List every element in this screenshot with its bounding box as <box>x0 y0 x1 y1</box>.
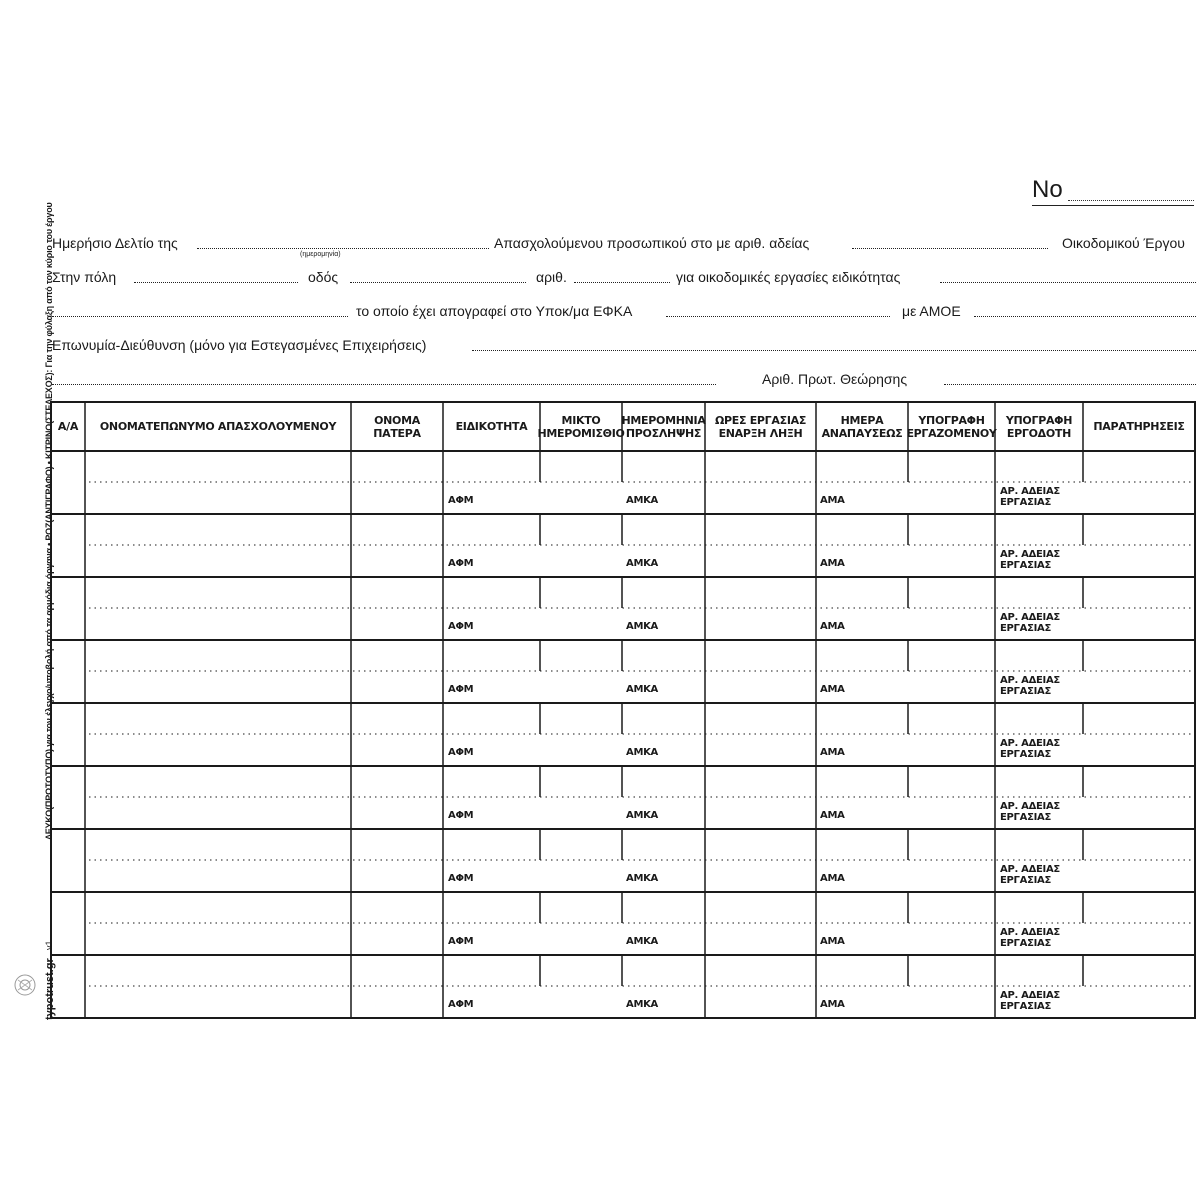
afm-label: ΑΦΜ <box>448 873 474 884</box>
amka-label: ΑΜΚΑ <box>626 810 658 821</box>
amoe-label: με ΑΜΟΕ <box>902 303 961 319</box>
work-permit-label: ΑΡ. ΑΔΕΙΑΣ ΕΡΓΑΣΙΑΣ <box>1000 486 1060 508</box>
amka-label: ΑΜΚΑ <box>626 747 658 758</box>
work-permit-label: ΑΡ. ΑΔΕΙΑΣ ΕΡΓΑΣΙΑΣ <box>1000 801 1060 823</box>
column-header: ΗΜΕΡΑ ΑΝΑΠΑΥΣΕΩΣ <box>821 413 903 440</box>
ama-label: ΑΜΑ <box>820 621 845 632</box>
column-header: ΟΝΟΜΑΤΕΠΩΝΥΜΟ ΑΠΑΣΧΟΛΟΥΜΕΝΟΥ <box>99 420 337 433</box>
afm-label: ΑΦΜ <box>448 936 474 947</box>
column-header: ΗΜΕΡΟΜΗΝΙΑ ΠΡΟΣΛΗΨΗΣ <box>621 413 706 440</box>
work-permit-label: ΑΡ. ΑΔΕΙΑΣ ΕΡΓΑΣΙΑΣ <box>1000 990 1060 1012</box>
copy-instructions-note: ΛΕΥΚΟ(ΠΡΩΤΟΤΥΠΟ) για τον έλεγχο/υποβολή από τα αρμόδια όργανα • ΡΟΖ(ΑΝΤΙΓΡΑΦΟ) • ΚΙΤΡΙΝΟ(ΣΤΕΛΕΧΟΣ): Για την φύλαξη από τον κύριο του έργου <box>44 202 54 840</box>
column-header: ΥΠΟΓΡΑΦΗ ΕΡΓΟΔΟΤΗ <box>1005 413 1073 440</box>
company-address-label: Επωνυμία-Διεύθυνση (μόνο για Εστεγασμένες Επιχειρήσεις) <box>52 337 427 353</box>
amka-label: ΑΜΚΑ <box>626 558 658 569</box>
ama-label: ΑΜΑ <box>820 810 845 821</box>
column-header: Α/Α <box>57 420 79 433</box>
amka-label: ΑΜΚΑ <box>626 936 658 947</box>
street-label: οδός <box>308 269 339 285</box>
afm-label: ΑΦΜ <box>448 621 474 632</box>
work-permit-label: ΑΡ. ΑΔΕΙΑΣ ΕΡΓΑΣΙΑΣ <box>1000 864 1060 886</box>
ama-label: ΑΜΑ <box>820 999 845 1010</box>
afm-label: ΑΦΜ <box>448 999 474 1010</box>
version-text: v1 <box>44 940 54 950</box>
ama-label: ΑΜΑ <box>820 558 845 569</box>
ama-label: ΑΜΑ <box>820 684 845 695</box>
daily-report-label: Ημερήσιο Δελτίο της <box>52 235 178 251</box>
amka-label: ΑΜΚΑ <box>626 495 658 506</box>
amka-label: ΑΜΚΑ <box>626 999 658 1010</box>
afm-label: ΑΦΜ <box>448 495 474 506</box>
afm-label: ΑΦΜ <box>448 810 474 821</box>
work-permit-label: ΑΡ. ΑΔΕΙΑΣ ΕΡΓΑΣΙΑΣ <box>1000 675 1060 697</box>
permit-label: Απασχολούμενου προσωπικού στο με αριθ. αδείας <box>494 235 810 251</box>
column-header: ΟΝΟΜΑ ΠΑΤΕΡΑ <box>373 413 421 440</box>
afm-label: ΑΦΜ <box>448 747 474 758</box>
amka-label: ΑΜΚΑ <box>626 684 658 695</box>
work-permit-label: ΑΡ. ΑΔΕΙΑΣ ΕΡΓΑΣΙΑΣ <box>1000 549 1060 571</box>
ama-label: ΑΜΑ <box>820 495 845 506</box>
column-header: ΠΑΡΑΤΗΡΗΣΕΙΣ <box>1093 420 1185 433</box>
work-permit-label: ΑΡ. ΑΔΕΙΑΣ ΕΡΓΑΣΙΑΣ <box>1000 612 1060 634</box>
brand-text: typotrust.gr <box>44 958 56 1020</box>
work-permit-label: ΑΡ. ΑΔΕΙΑΣ ΕΡΓΑΣΙΑΣ <box>1000 927 1060 949</box>
amka-label: ΑΜΚΑ <box>626 621 658 632</box>
document-number-label: No <box>1032 176 1063 203</box>
efka-label: το οποίο έχει απογραφεί στο Υποκ/μα ΕΦΚΑ <box>356 303 633 319</box>
column-header: ΜΙΚΤΟ ΗΜΕΡΟΜΙΣΘΙΟ <box>537 413 625 440</box>
column-header: ΕΙΔΙΚΟΤΗΤΑ <box>455 420 528 433</box>
afm-label: ΑΦΜ <box>448 684 474 695</box>
work-permit-label: ΑΡ. ΑΔΕΙΑΣ ΕΡΓΑΣΙΑΣ <box>1000 738 1060 760</box>
column-header: ΥΠΟΓΡΑΦΗ ΕΡΓΑΖΟΜΕΝΟΥ <box>906 413 997 440</box>
ama-label: ΑΜΑ <box>820 873 845 884</box>
ama-label: ΑΜΑ <box>820 936 845 947</box>
ama-label: ΑΜΑ <box>820 747 845 758</box>
protocol-number-label: Αριθ. Πρωτ. Θεώρησης <box>762 371 908 387</box>
amka-label: ΑΜΚΑ <box>626 873 658 884</box>
street-number-label: αριθ. <box>536 269 567 285</box>
date-hint: (ημερομηνία) <box>300 251 341 258</box>
afm-label: ΑΦΜ <box>448 558 474 569</box>
column-header: ΩΡΕΣ ΕΡΓΑΣΙΑΣ ΕΝΑΡΞΗ ΛΗΞΗ <box>714 413 807 440</box>
building-work-label: Οικοδομικού Έργου <box>1062 235 1185 251</box>
specialty-label: για οικοδομικές εργασίες ειδικότητας <box>676 269 901 285</box>
city-label: Στην πόλη <box>52 269 117 285</box>
